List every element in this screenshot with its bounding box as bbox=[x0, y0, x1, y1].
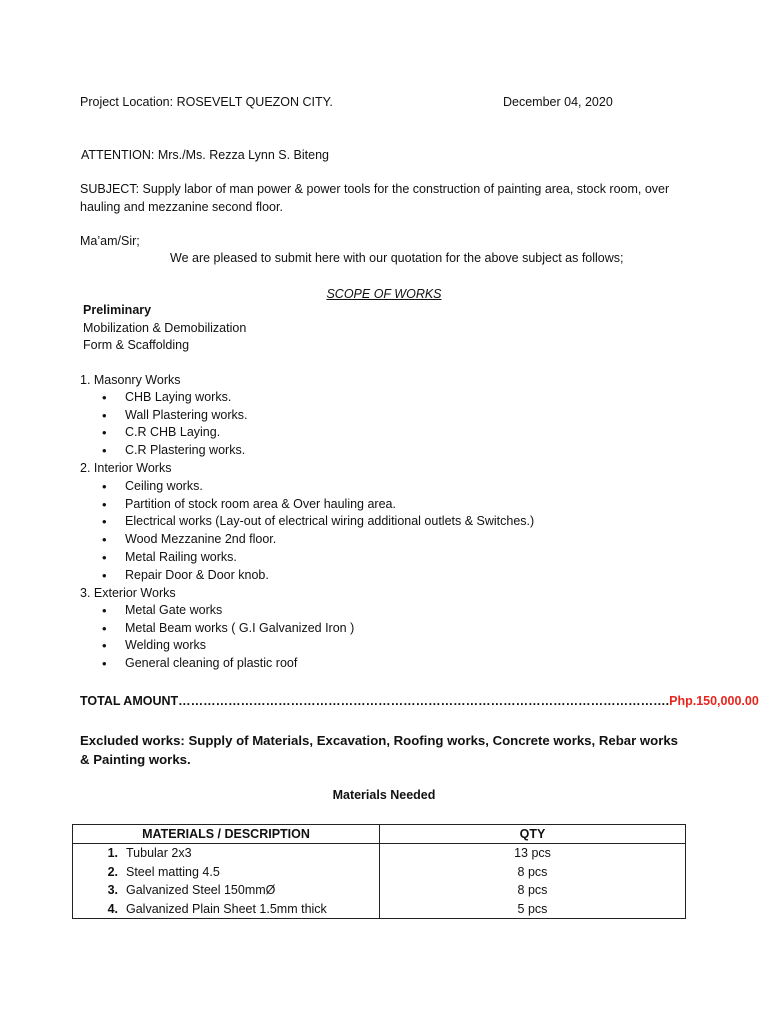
total-amount-value: Php.150,000.00 bbox=[669, 694, 759, 708]
list-item: • CHB Laying works. bbox=[80, 389, 248, 407]
section-heading-exterior: 3. Exterior Works bbox=[80, 586, 176, 600]
preliminary-heading: Preliminary bbox=[83, 303, 152, 317]
list-item: • Metal Gate works bbox=[80, 602, 354, 620]
materials-table bbox=[72, 824, 686, 919]
list-item: • Partition of stock room area & Over hauling area. bbox=[80, 496, 534, 514]
salutation: Ma’am/Sir; bbox=[80, 234, 140, 248]
list-item: • C.R Plastering works. bbox=[80, 442, 248, 460]
column-header-qty: QTY bbox=[380, 825, 686, 844]
preliminary-block bbox=[83, 302, 246, 355]
row-number: 4. bbox=[107, 901, 118, 916]
material-qty: 8 pcs bbox=[380, 881, 686, 900]
masonry-list bbox=[80, 389, 248, 460]
material-description: Galvanized Plain Sheet 1.5mm thick bbox=[126, 901, 327, 916]
material-description: Galvanized Steel 150mmØ bbox=[126, 883, 276, 897]
document-date: December 04, 2020 bbox=[503, 95, 613, 109]
material-description: Steel matting 4.5 bbox=[126, 864, 220, 879]
attention-line: ATTENTION: Mrs./Ms. Rezza Lynn S. Biteng bbox=[81, 148, 329, 162]
list-item: • C.R CHB Laying. bbox=[80, 424, 248, 442]
preliminary-item: Form & Scaffolding bbox=[83, 338, 190, 352]
row-number: 2. bbox=[107, 864, 118, 879]
table-row bbox=[73, 863, 686, 882]
table-row bbox=[73, 900, 686, 919]
list-item: • Wood Mezzanine 2nd floor. bbox=[80, 531, 534, 549]
column-header-description: MATERIALS / DESCRIPTION bbox=[73, 825, 380, 844]
table-row bbox=[73, 844, 686, 863]
greeting-body: We are pleased to submit here with our quotation for the above subject as follows; bbox=[170, 251, 624, 265]
list-item: • General cleaning of plastic roof bbox=[80, 655, 354, 673]
excluded-works: Excluded works: Supply of Materials, Excavation, Roofing works, Concrete works, Rebar works & Painting works. bbox=[80, 733, 678, 767]
material-description: Tubular 2x3 bbox=[126, 846, 192, 860]
material-qty: 13 pcs bbox=[380, 844, 686, 863]
subject-line: SUBJECT: Supply labor of man power & power tools for the construction of painting area, stock room, over hauling and mezzanine second floor. bbox=[80, 182, 670, 214]
list-item: • Ceiling works. bbox=[80, 478, 534, 496]
total-label: TOTAL AMOUNT………………………………………………………………………………………………………. bbox=[80, 694, 670, 708]
material-qty: 5 pcs bbox=[380, 900, 686, 919]
list-item: • Welding works bbox=[80, 637, 354, 655]
table-row bbox=[73, 881, 686, 900]
list-item: • Wall Plastering works. bbox=[80, 407, 248, 425]
materials-title: Materials Needed bbox=[332, 788, 436, 802]
list-item: • Repair Door & Door knob. bbox=[80, 567, 534, 585]
preliminary-item: Mobilization & Demobilization bbox=[83, 320, 247, 335]
row-number: 3. bbox=[107, 883, 118, 897]
total-amount-line bbox=[80, 692, 759, 710]
table-header-row bbox=[73, 825, 686, 844]
row-number: 1. bbox=[107, 846, 118, 860]
list-item: • Metal Railing works. bbox=[80, 549, 534, 567]
section-heading-interior: 2. Interior Works bbox=[80, 461, 172, 475]
material-qty: 8 pcs bbox=[380, 863, 686, 882]
scope-title: SCOPE OF WORKS bbox=[326, 287, 442, 301]
list-item: • Electrical works (Lay-out of electrical wiring additional outlets & Switches.) bbox=[80, 513, 534, 531]
interior-list bbox=[80, 478, 534, 584]
exterior-list bbox=[80, 602, 354, 673]
project-location: Project Location: ROSEVELT QUEZON CITY. bbox=[80, 95, 333, 109]
list-item: • Metal Beam works ( G.I Galvanized Iron ) bbox=[80, 620, 354, 638]
section-heading-masonry: 1. Masonry Works bbox=[80, 373, 181, 387]
